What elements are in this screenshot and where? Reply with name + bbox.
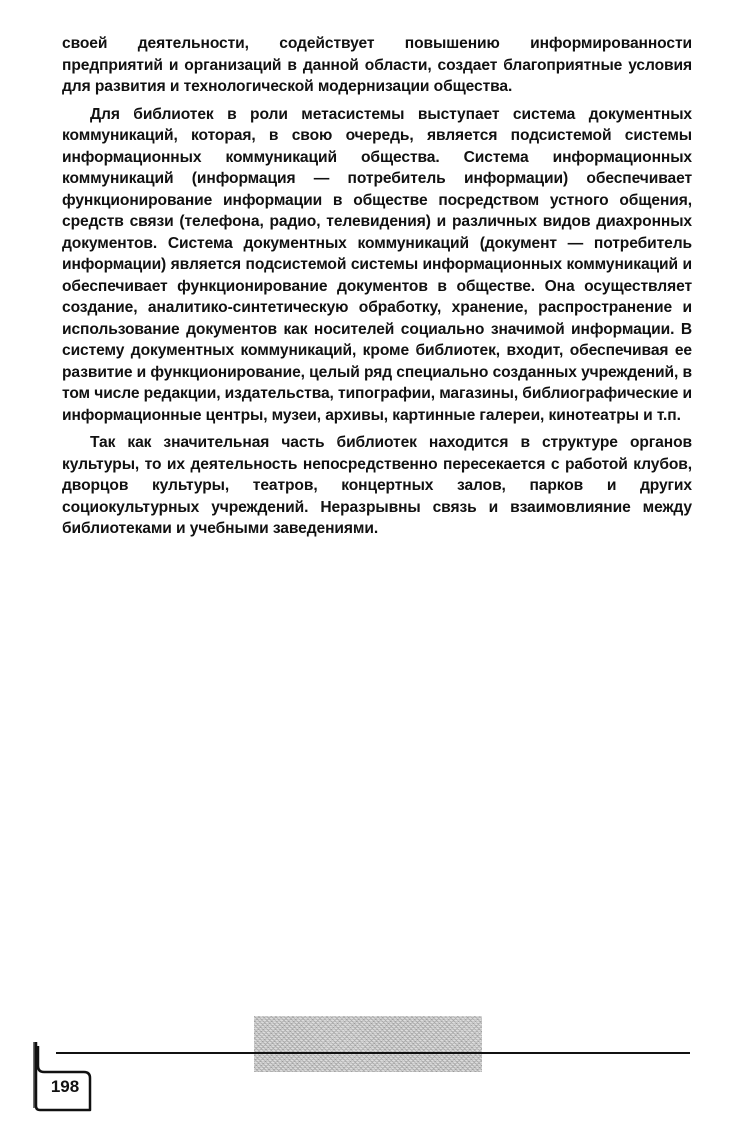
paragraph-2: Для библиотек в роли метасистемы выступает система документных коммуникаций, которая, в свою очередь, является подсистемой системы информационных коммуникаций общества. Система информационных коммуникаций (информация — потребитель информации) обеспечивает функционирование информации в обществе посредством устного общения, средств связи (телефона, радио, телевидения) и различных видов диахронных документов. Система документных коммуникаций (документ — потребитель информации) является подсистемой системы информационных коммуникаций и обеспечивает функционирование документов в обществе. Она осуществляет создание, аналитико-синтетическую обработку, хранение, распространение и использование документов как носителей социально значимой информации. В систему документных коммуникаций, кроме библиотек, входит, обеспечивая ее развитие и функционирование, целый ряд специально созданных учреждений, в том числе редакции, издательства, типографии, магазины, библиографические и информационные центры, музеи, архивы, картинные галереи, кинотеатры и т.п. [62,105,692,424]
paragraph-1: своей деятельности, содействует повышению информированности предприятий и организаций в данной области, создает благоприятные условия для развития и технологической модернизации общества. [62,35,692,95]
page-number: 198 [50,1077,80,1096]
footer-ornament-texture [254,1016,482,1072]
footer-rule [56,1052,690,1054]
page-number-tab-icon [32,1040,92,1112]
body-text [62,33,692,546]
paragraph-3: Так как значительная часть библиотек находится в структуре органов культуры, то их деятельность непосредственно пересекается с работой клубов, дворцов культуры, театров, концертных залов, парков и других социокультурных учреждений. Неразрывны связь и взаимовлияние между библиотеками и учебными заведениями. [62,434,692,537]
